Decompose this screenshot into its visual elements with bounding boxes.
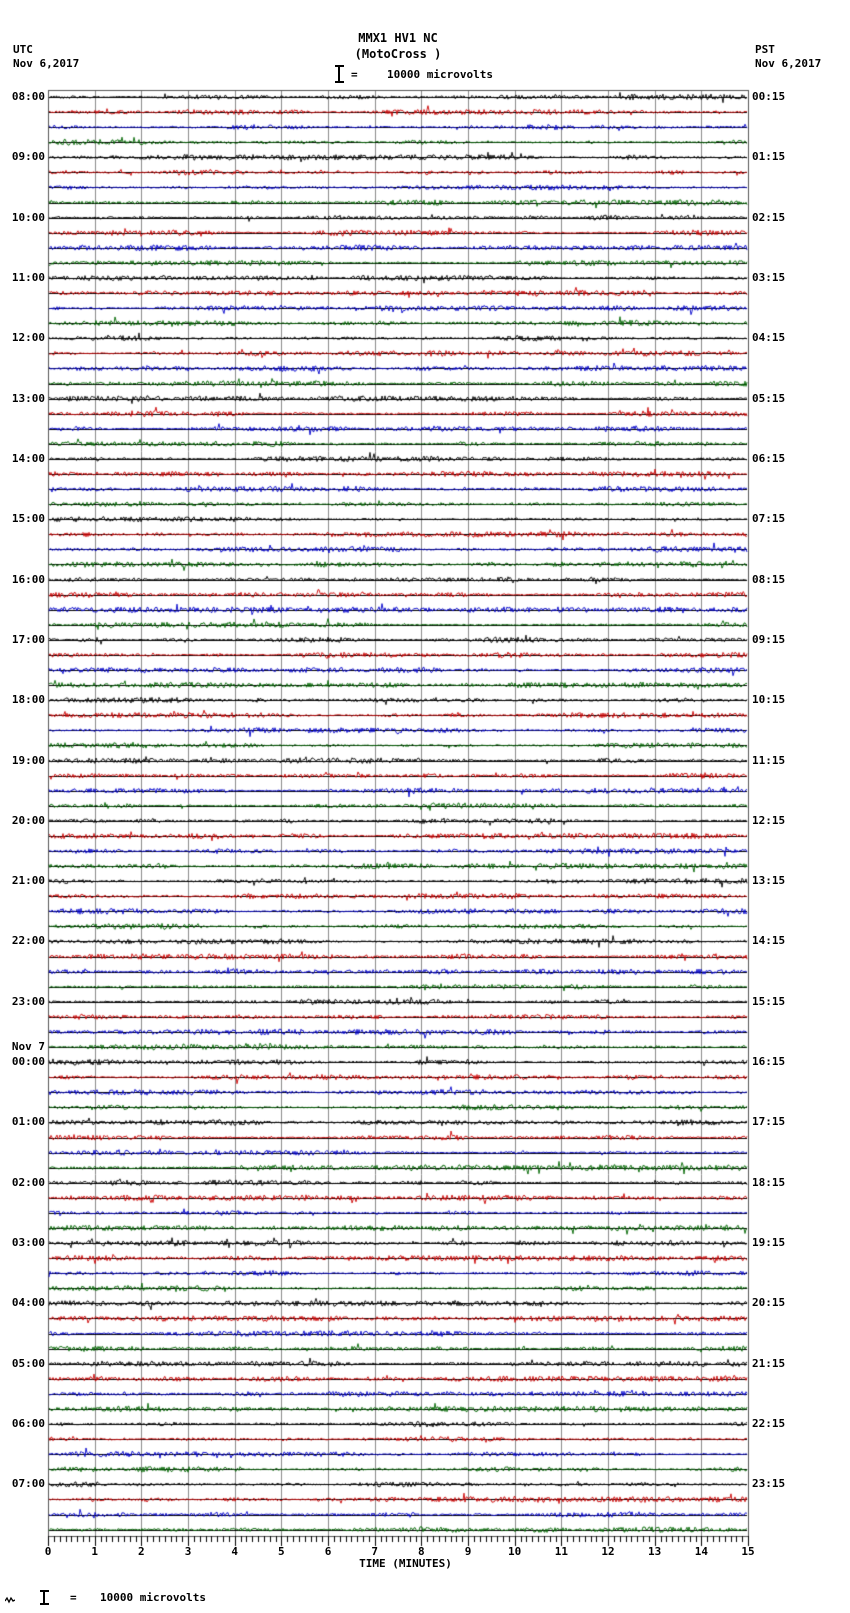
utc-hour-label: 20:00 — [11, 813, 45, 827]
pst-hour-label: 08:15 — [752, 572, 786, 586]
pst-hour-label: 15:15 — [752, 994, 786, 1008]
pst-hour-label: 02:15 — [752, 210, 786, 224]
x-tick-label: 13 — [648, 1545, 662, 1558]
pst-hour-label: 20:15 — [752, 1296, 786, 1310]
utc-hour-label: 00:00 — [11, 1055, 45, 1069]
pst-hour-label: 09:15 — [752, 632, 786, 646]
x-axis-title: TIME (MINUTES) — [359, 1557, 452, 1570]
x-tick-label: 8 — [418, 1545, 425, 1558]
pst-hour-label: 04:15 — [752, 331, 786, 345]
utc-hour-label: 13:00 — [11, 391, 45, 405]
x-tick-label: 9 — [464, 1545, 472, 1558]
pst-hour-label: 22:15 — [752, 1417, 786, 1431]
utc-hour-label: 15:00 — [11, 512, 45, 526]
x-tick-label: 7 — [371, 1545, 378, 1558]
right-timezone-label: PST — [755, 43, 775, 56]
pst-hour-label: 18:15 — [752, 1175, 786, 1189]
x-tick-label: 1 — [91, 1545, 98, 1558]
pst-hour-label: 19:15 — [752, 1236, 786, 1250]
x-tick-label: 4 — [231, 1545, 238, 1558]
footer-scale-value: 10000 microvolts — [100, 1591, 206, 1604]
x-tick-label: 11 — [554, 1545, 568, 1558]
utc-hour-label: 03:00 — [11, 1236, 45, 1250]
pst-hour-label: 07:15 — [752, 512, 786, 526]
utc-hour-label: 07:00 — [11, 1477, 45, 1491]
footer-scale-equals: = — [70, 1591, 77, 1604]
utc-hour-label: 06:00 — [11, 1417, 45, 1431]
utc-hour-label: 11:00 — [11, 270, 45, 284]
utc-hour-label: 01:00 — [11, 1115, 45, 1129]
utc-hour-label: 08:00 — [11, 90, 45, 103]
pst-hour-label: 00:15 — [752, 90, 786, 103]
pst-hour-label: 01:15 — [752, 150, 786, 164]
x-tick-label: 3 — [184, 1545, 192, 1558]
pst-hour-label: 11:15 — [752, 753, 786, 767]
utc-hour-label: 10:00 — [11, 210, 45, 224]
pst-hour-label: 03:15 — [752, 270, 786, 284]
x-tick-label: 12 — [601, 1545, 615, 1558]
pst-hour-label: 16:15 — [752, 1055, 786, 1069]
utc-hour-label: 18:00 — [11, 693, 45, 707]
utc-hour-label: 05:00 — [11, 1356, 45, 1370]
right-date-label: Nov 6,2017 — [755, 57, 822, 70]
left-date-label: Nov 6,2017 — [13, 57, 80, 70]
station-title: MMX1 HV1 NC — [358, 31, 438, 45]
pst-hour-label: 17:15 — [752, 1115, 786, 1129]
utc-hour-label: 21:00 — [11, 874, 45, 888]
pst-hour-label: 12:15 — [752, 813, 786, 827]
station-subtitle: (MotoCross ) — [354, 47, 442, 61]
scale-bar-icon — [335, 65, 344, 83]
utc-hour-label: 14:00 — [11, 451, 45, 465]
scale-equals: = — [351, 68, 358, 81]
pst-hour-label: 23:15 — [752, 1477, 786, 1491]
pst-hour-label: 05:15 — [752, 391, 786, 405]
pst-hour-label: 06:15 — [752, 451, 786, 465]
pst-hour-label: 14:15 — [752, 934, 786, 948]
utc-hour-label: 23:00 — [11, 994, 45, 1008]
pst-hour-label: 13:15 — [752, 874, 786, 888]
utc-hour-label: 17:00 — [11, 632, 45, 646]
utc-hour-label: 02:00 — [11, 1175, 45, 1189]
footer-scale-bar-icon — [40, 1590, 49, 1605]
mini-waveform-icon — [5, 1596, 15, 1604]
scale-value: 10000 microvolts — [387, 68, 493, 81]
utc-hour-label: 22:00 — [11, 934, 45, 948]
x-tick-label: 6 — [324, 1545, 332, 1558]
utc-hour-label: 12:00 — [11, 331, 45, 345]
x-tick-label: 0 — [44, 1545, 52, 1558]
utc-hour-label: 04:00 — [11, 1296, 45, 1310]
utc-hour-label: 09:00 — [11, 150, 45, 164]
utc-hour-label: 16:00 — [11, 572, 45, 586]
pst-hour-label: 21:15 — [752, 1356, 786, 1370]
pst-hour-label: 10:15 — [752, 693, 786, 707]
left-timezone-label: UTC — [13, 43, 33, 56]
x-tick-label: 2 — [138, 1545, 145, 1558]
utc-hour-label: 19:00 — [11, 753, 45, 767]
day-break-label: Nov 7 — [11, 1040, 45, 1054]
x-tick-label: 10 — [508, 1545, 522, 1558]
x-tick-label: 14 — [694, 1545, 708, 1558]
x-tick-label: 5 — [278, 1545, 285, 1558]
x-tick-label: 15 — [741, 1545, 755, 1558]
